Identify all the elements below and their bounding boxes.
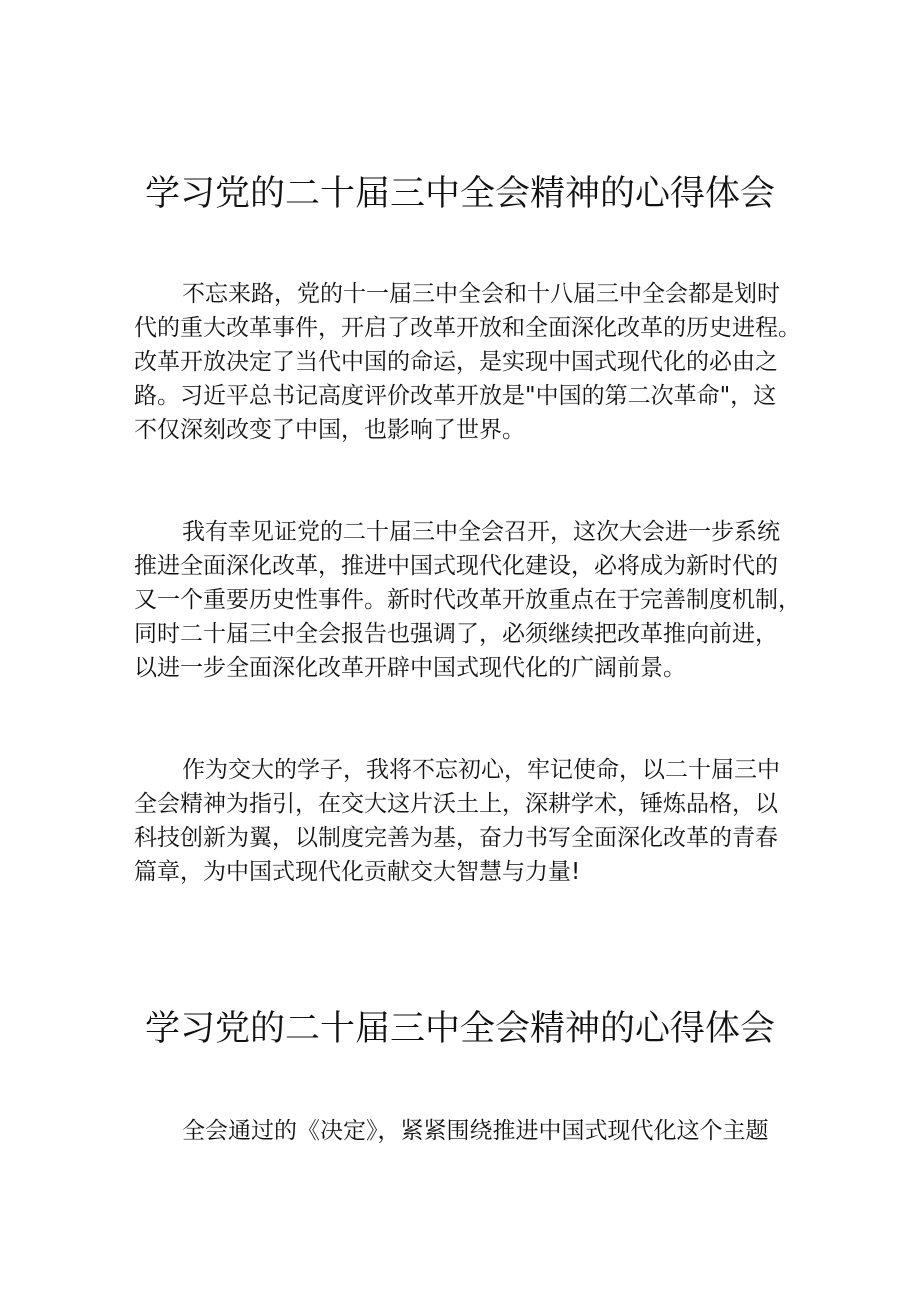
paragraph-line: 以进一步全面深化改革开辟中国式现代化的广阔前景。 (134, 655, 686, 681)
paragraph-line: 又一个重要历史性事件。新时代改革开放重点在于完善制度机制， (134, 587, 801, 613)
section-1-paragraph-2 (134, 515, 814, 685)
section-1-paragraph-3 (134, 753, 814, 889)
paragraph-line: 同时二十届三中全会报告也强调了，必须继续把改革推向前进， (134, 621, 778, 647)
paragraph-line: 改革开放决定了当代中国的命运，是实现中国式现代化的必由之 (134, 349, 778, 375)
paragraph-line: 篇章，为中国式现代化贡献交大智慧与力量! (134, 859, 581, 885)
paragraph-line: 不仅深刻改变了中国，也影响了世界。 (134, 417, 525, 443)
paragraph-line: 路。习近平总书记高度评价改革开放是"中国的第二次革命"，这 (134, 383, 777, 409)
section-2-title: 学习党的二十届三中全会精神的心得体会 (144, 1009, 775, 1049)
section-1-title: 学习党的二十届三中全会精神的心得体会 (144, 174, 775, 214)
paragraph-line: 我有幸见证党的二十届三中全会召开，这次大会进一步系统 (182, 519, 780, 545)
section-2-paragraph-1 (134, 1114, 814, 1148)
section-1-paragraph-1 (134, 277, 814, 447)
paragraph-line: 推进全面深化改革，推进中国式现代化建设，必将成为新时代的 (134, 553, 778, 579)
paragraph-line: 全会精神为指引，在交大这片沃土上，深耕学术，锤炼品格，以 (134, 791, 778, 817)
paragraph-line: 科技创新为翼，以制度完善为基，奋力书写全面深化改革的青春 (134, 825, 778, 851)
paragraph-line: 作为交大的学子，我将不忘初心，牢记使命，以二十届三中 (182, 757, 780, 783)
paragraph-line: 代的重大改革事件，开启了改革开放和全面深化改革的历史进程。 (134, 315, 801, 341)
paragraph-line: 不忘来路，党的十一届三中全会和十八届三中全会都是划时 (182, 281, 780, 307)
paragraph-line: 全会通过的《决定》，紧紧围绕推进中国式现代化这个主题 (182, 1118, 769, 1144)
